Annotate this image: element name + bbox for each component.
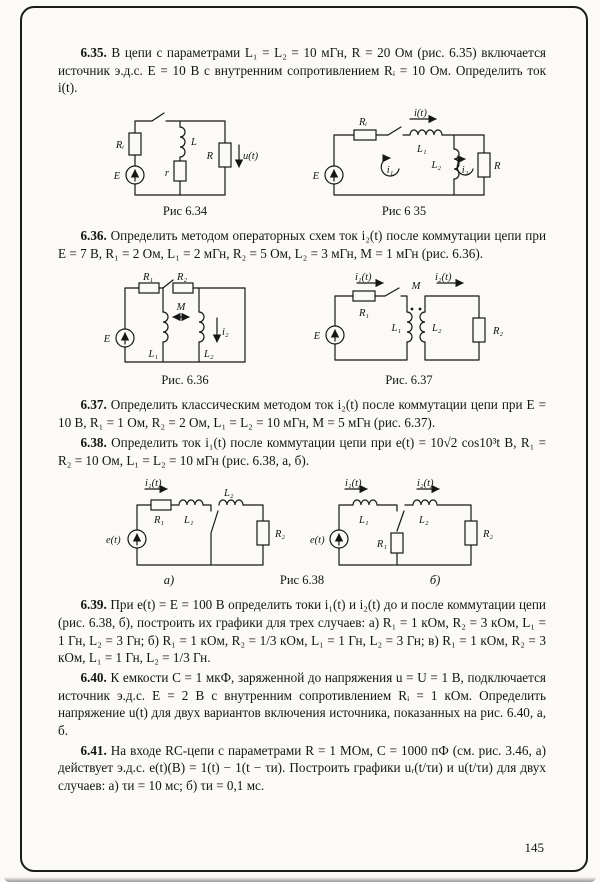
inductor-L1-symbol	[353, 500, 377, 505]
problem-text: Определить классическим методом ток i₂(t) после коммутации цепи при E = 10 В, R₁ = 1 Ом, R₂ = 2 Ом, L₁ = L₂ = 10 мГн, M = 5 мГн (рис. 6.37).	[58, 397, 547, 431]
label-M: M	[176, 302, 186, 314]
label-i1: i₁	[386, 165, 394, 177]
label-R2: R₂	[275, 529, 286, 541]
resistor-R1-symbol	[151, 500, 171, 510]
page-content	[58, 44, 546, 856]
wires	[339, 505, 471, 565]
wires	[125, 288, 245, 362]
label-R2: R₂	[483, 529, 494, 541]
label-i1: i₁(t)	[345, 478, 362, 490]
figure-6-34	[100, 107, 270, 219]
polarity-dot	[411, 308, 414, 311]
label-Ri: Rᵢ	[359, 117, 368, 129]
wires	[335, 296, 479, 360]
figure-6-37	[309, 272, 509, 388]
resistor-R2-symbol	[173, 283, 193, 293]
circuit-6-38a	[105, 477, 295, 573]
inductor-L-symbol	[180, 127, 185, 157]
label-R: R	[494, 161, 501, 173]
label-L2: L₂	[431, 160, 441, 172]
problem-number: 6.39.	[80, 597, 107, 613]
figure-caption-6-38: Рис 6.38	[279, 573, 325, 588]
problem-number: 6.36.	[80, 228, 107, 244]
figure-row-2	[58, 272, 546, 388]
label-R1: R₁	[359, 308, 370, 320]
label-i1: i₁(t)	[355, 272, 372, 284]
label-L1: L₁	[391, 323, 401, 335]
label-i2: i₂	[222, 327, 229, 339]
inductor-L1-symbol	[179, 500, 203, 505]
label-L1: L₁	[148, 349, 158, 361]
circuit-6-34	[100, 107, 270, 203]
figure-caption-6-36: Рис. 6.36	[161, 373, 209, 388]
resistor-R-symbol	[219, 143, 231, 167]
emf-source-symbol	[325, 166, 343, 184]
resistor-R2-symbol	[473, 318, 485, 342]
problem-text: В цепи с параметрами L₁ = L₂ = 10 мГн, R = 20 Ом (рис. 6.35) включается источник э.д.с. E = 10 В с внутренним сопротивлением Rᵢ = 10 Ом. Определить ток i(t).	[58, 45, 546, 96]
problem-6-37	[58, 396, 546, 431]
resistor-r-symbol	[174, 161, 186, 181]
problem-number: 6.37.	[80, 397, 107, 413]
problem-6-39	[58, 596, 546, 667]
figure-row-1	[58, 107, 546, 219]
emf-source-symbol	[126, 166, 144, 184]
emf-source-symbol	[326, 326, 344, 344]
label-r: r	[164, 168, 169, 180]
part-label-b: б)	[429, 573, 441, 588]
problem-text: К емкости C = 1 мкФ, заряженной до напряжения u = U = 1 В, подключается источник э.д.с. E = 2 В с внутренним сопротивлением Rᵢ = 1 кОм. Определить напряжение u(t) для двух вариантов включения источника, показанных на рис. 6.40, а, б.	[58, 669, 547, 738]
circuit-6-35	[304, 107, 504, 203]
problem-text: При e(t) = E = 100 В определить токи i₁(t) и i₂(t) до и после коммутации цепи (рис. 6.38, б), построить их графики для трех случаев: а) R₁ = 1 кОм, R₂ = 3 кОм, L₁ = 1 Гн, L₂ = 3 Гн; б) R₁ = 1 кОм, R₂ = 1/3 кОм, L₁ = 1 Гн, L₂ = 3 Гн; в) R₁ = 1 кОм, R₂ = 3 кОм, L₁ = 1 Гн, L₂ = 1/3 Гн.	[58, 597, 546, 666]
polarity-dot	[419, 308, 422, 311]
label-L2: L₂	[224, 488, 234, 500]
label-E: E	[113, 171, 121, 183]
figure-6-38	[58, 477, 546, 588]
label-E: E	[312, 171, 320, 183]
label-E: E	[313, 331, 321, 343]
label-i2: i₂(t)	[417, 478, 434, 490]
problem-text: Определить методом операторных схем ток i₂(t) после коммутации цепи при E = 7 В, R₁ = 2 Ом, L₁ = 2 мГн, R₂ = 5 Ом, L₂ = 3 мГн, M = 1 мГн (рис. 6.36).	[58, 228, 547, 261]
switch-symbol	[397, 511, 404, 531]
problem-number: 6.35.	[80, 45, 107, 60]
circuit-6-36	[95, 272, 275, 372]
circuit-6-38b	[309, 477, 499, 573]
label-L1: L₁	[359, 515, 369, 527]
problem-6-36	[58, 227, 546, 262]
problem-number: 6.41.	[80, 742, 107, 758]
emf-source-symbol	[128, 530, 146, 548]
book-edge-shadow	[4, 877, 596, 882]
figure-6-38-circuits	[58, 477, 546, 573]
problem-6-40	[58, 669, 546, 740]
switch-symbol	[385, 288, 399, 296]
switch-symbol	[152, 113, 164, 121]
inductor-L2-symbol	[199, 312, 204, 342]
circuit-6-37	[309, 272, 509, 372]
switch-symbol	[211, 511, 218, 533]
page-number: 145	[524, 840, 544, 855]
label-i2: i₂	[461, 165, 469, 177]
problem-6-35	[58, 44, 546, 97]
label-R2: R₂	[177, 272, 188, 284]
figure-caption-6-34: Рис 6.34	[162, 204, 208, 219]
figure-caption-6-35: Рис 6 35	[381, 204, 427, 219]
resistor-R1-symbol	[391, 533, 403, 553]
resistor-Ri-symbol	[129, 133, 141, 155]
label-R1: R₁	[143, 272, 154, 284]
label-R: R	[206, 151, 213, 163]
wires	[137, 505, 263, 565]
figure-6-38-captions	[58, 573, 546, 588]
label-i: i(t)	[414, 108, 427, 120]
problem-6-38	[58, 434, 546, 469]
resistor-Ri-symbol	[354, 130, 376, 140]
emf-source-symbol	[330, 530, 348, 548]
label-Ri: Rᵢ	[115, 140, 124, 152]
emf-source-symbol	[116, 329, 134, 347]
resistor-R2-symbol	[465, 521, 477, 545]
figure-6-36	[95, 272, 275, 388]
label-i2: i₂(t)	[435, 272, 452, 284]
label-R1: R₁	[376, 539, 387, 551]
inductor-L1-symbol	[407, 312, 412, 342]
switch-symbol	[388, 127, 401, 135]
label-L2: L₂	[419, 515, 429, 527]
problem-6-41	[58, 742, 546, 795]
inductor-L2-symbol	[420, 312, 425, 342]
label-R1: R₁	[154, 515, 165, 527]
inductor-L2-symbol	[219, 500, 243, 505]
part-label-a: а)	[163, 573, 175, 588]
label-i1: i₁(t)	[145, 478, 162, 490]
label-e: e(t)	[106, 535, 121, 547]
label-u: u(t)	[243, 151, 259, 163]
figure-6-35	[304, 107, 504, 219]
figure-caption-6-37: Рис. 6.37	[385, 373, 433, 388]
switch-symbol	[163, 280, 173, 288]
label-L: L	[191, 137, 197, 149]
label-L1: L₁	[417, 144, 427, 156]
resistor-R-symbol	[478, 153, 490, 177]
label-R2: R₂	[493, 326, 504, 338]
label-E: E	[103, 334, 111, 346]
label-L2: L₂	[432, 323, 442, 335]
label-e: e(t)	[310, 535, 325, 547]
resistor-R1-symbol	[353, 291, 375, 301]
label-L2: L₂	[204, 349, 214, 361]
label-L1: L₁	[184, 515, 194, 527]
label-M: M	[411, 281, 421, 293]
inductor-L1-symbol	[163, 312, 168, 342]
problem-number: 6.38.	[80, 434, 107, 450]
inductor-L2-symbol	[413, 500, 437, 505]
problem-number: 6.40.	[80, 669, 107, 685]
resistor-R1-symbol	[139, 283, 159, 293]
inductor-L1-symbol	[410, 130, 442, 135]
problem-text: Определить ток i₁(t) после коммутации цепи при e(t) = 10√2 cos10³t В, R₁ = R₂ = 10 Ом, L₁ = L₂ = 10 мГн (рис. 6.38, а, б).	[58, 434, 547, 468]
problem-text: На входе RC-цепи с параметрами R = 1 МОм, C = 1000 пФ (см. рис. 3.46, а) действует э.д.с. e(t)(В) = 1(t) − 1(t − τи). Построить графики uᵣ(t/τи) и u(t/τи) для двух случаев: а) τи = 10 мс; б) τи = 0,1 мс.	[58, 742, 546, 794]
resistor-R2-symbol	[257, 521, 269, 545]
